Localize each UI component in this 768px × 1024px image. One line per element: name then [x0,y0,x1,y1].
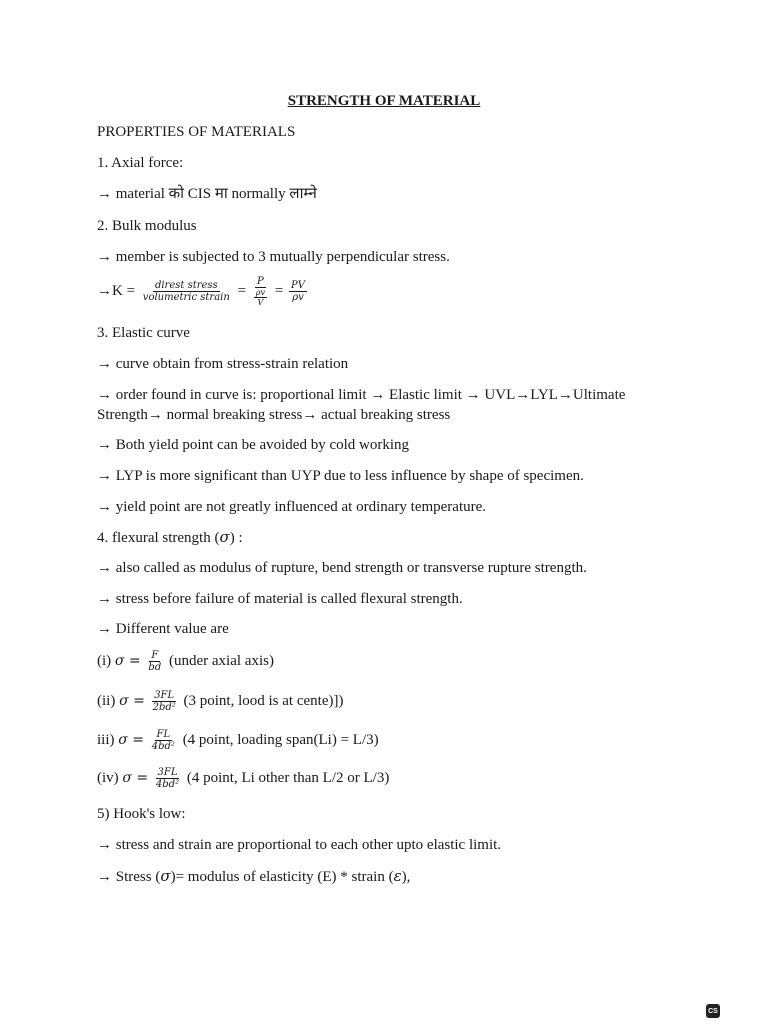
formula-fraction [146,650,163,673]
sec5-last-mid: )= modulus of elasticity (E) * strain ( [170,869,394,885]
sec5-last-suffix: ), [401,869,411,885]
sec1-title: 1. Axial force: [97,155,184,171]
nested-numerator: ρv [255,288,266,297]
sec4-line: → also called as modulus of rupture, bend strength or transverse rupture strength. [97,560,587,576]
sec2-line: → member is subjected to 3 mutually perpendicular stress. [97,249,450,265]
sec1-line: → material को CIS मा normally लाम्ने [97,186,317,202]
fraction-denominator: volumetric strain [142,292,230,303]
equals-sign: = [237,282,247,299]
fraction-numerator: F [151,650,159,661]
formula-lhs: σ = [118,731,144,748]
fraction-direst-stress [141,280,232,303]
sec3-line: → order found in curve is: proportional limit → Elastic limit → UVL→LYL→Ultimate [97,387,626,403]
formula-fraction [151,690,178,713]
fraction-denominator: 4bd² [151,741,175,752]
formula-label: (iv) [97,769,119,786]
formula-note: (under axial axis) [168,652,274,669]
camscanner-logo: CS [706,1004,720,1018]
sec3-line: → yield point are not greatly influenced at ordinary temperature. [97,499,487,515]
formula-prefix: →K = [97,282,136,299]
bulk-modulus-formula [97,276,309,307]
fraction-pv-over-rhov [289,280,307,303]
sec5-line: → stress and strain are proportional to each other upto elastic limit. [97,837,502,853]
flexural-formula [97,767,389,790]
sigma-symbol: σ [219,528,230,546]
formula-note: (4 point, Li other than L/2 or L/3) [186,769,390,786]
fraction-denominator: ρv [292,292,304,303]
fraction-numerator: P [257,276,264,287]
sec4-title-prefix: 4. flexural strength ( [97,530,220,546]
sec4-line: → stress before failure of material is called flexural strength. [97,591,463,607]
sec3-line: Strength→ normal breaking stress→ actual breaking stress [97,407,451,423]
formula-fraction [150,729,177,752]
sec3-line: → curve obtain from stress-strain relation [97,356,349,372]
section-heading: PROPERTIES OF MATERIALS [97,124,296,140]
sec4-title [97,528,243,547]
sec5-last-line [97,867,410,886]
fraction-p-over-pv-v [252,276,269,307]
sec5-title: 5) Hook's low: [97,806,186,822]
sec2-title: 2. Bulk modulus [97,218,197,234]
fraction-numerator: 3FL [154,690,175,701]
sec3-title: 3. Elastic curve [97,325,190,341]
formula-label: (ii) [97,692,116,709]
sigma-symbol: σ [160,867,171,885]
formula-note: (3 point, lood is at cente)]) [183,692,344,709]
formula-lhs: σ = [114,652,141,669]
document-title: STRENGTH OF MATERIAL [287,93,481,109]
fraction-denominator: 4bd² [155,779,180,790]
formula-note: (4 point, loading span(Li) = L/3) [182,731,379,748]
fraction-numerator: 3FL [157,767,178,778]
fraction-denominator [252,288,269,307]
sec4-line: → Different value are [97,621,229,637]
fraction-numerator: PV [291,280,305,291]
fraction-numerator: FL [156,729,171,740]
flexural-formula [97,729,379,752]
sec5-last-prefix: → Stress ( [97,869,161,885]
sec4-title-suffix: ) : [229,530,243,546]
equals-sign: = [274,282,284,299]
fraction-numerator: direst stress [154,280,218,291]
sec3-line: → LYP is more significant than UYP due to less influence by shape of specimen. [97,468,584,484]
epsilon-symbol: ε [393,867,402,885]
nested-fraction [254,288,267,307]
flexural-formula [97,650,274,673]
fraction-denominator: bd [148,662,162,673]
formula-lhs: σ = [122,769,149,786]
fraction-denominator: 2bd² [152,702,176,713]
formula-label: (i) [97,652,112,669]
nested-denominator: V [257,298,264,307]
flexural-formula [97,690,343,713]
formula-lhs: σ = [119,692,145,709]
formula-fraction [154,767,181,790]
sec3-line: → Both yield point can be avoided by cold working [97,437,410,453]
formula-label: iii) [97,731,115,748]
